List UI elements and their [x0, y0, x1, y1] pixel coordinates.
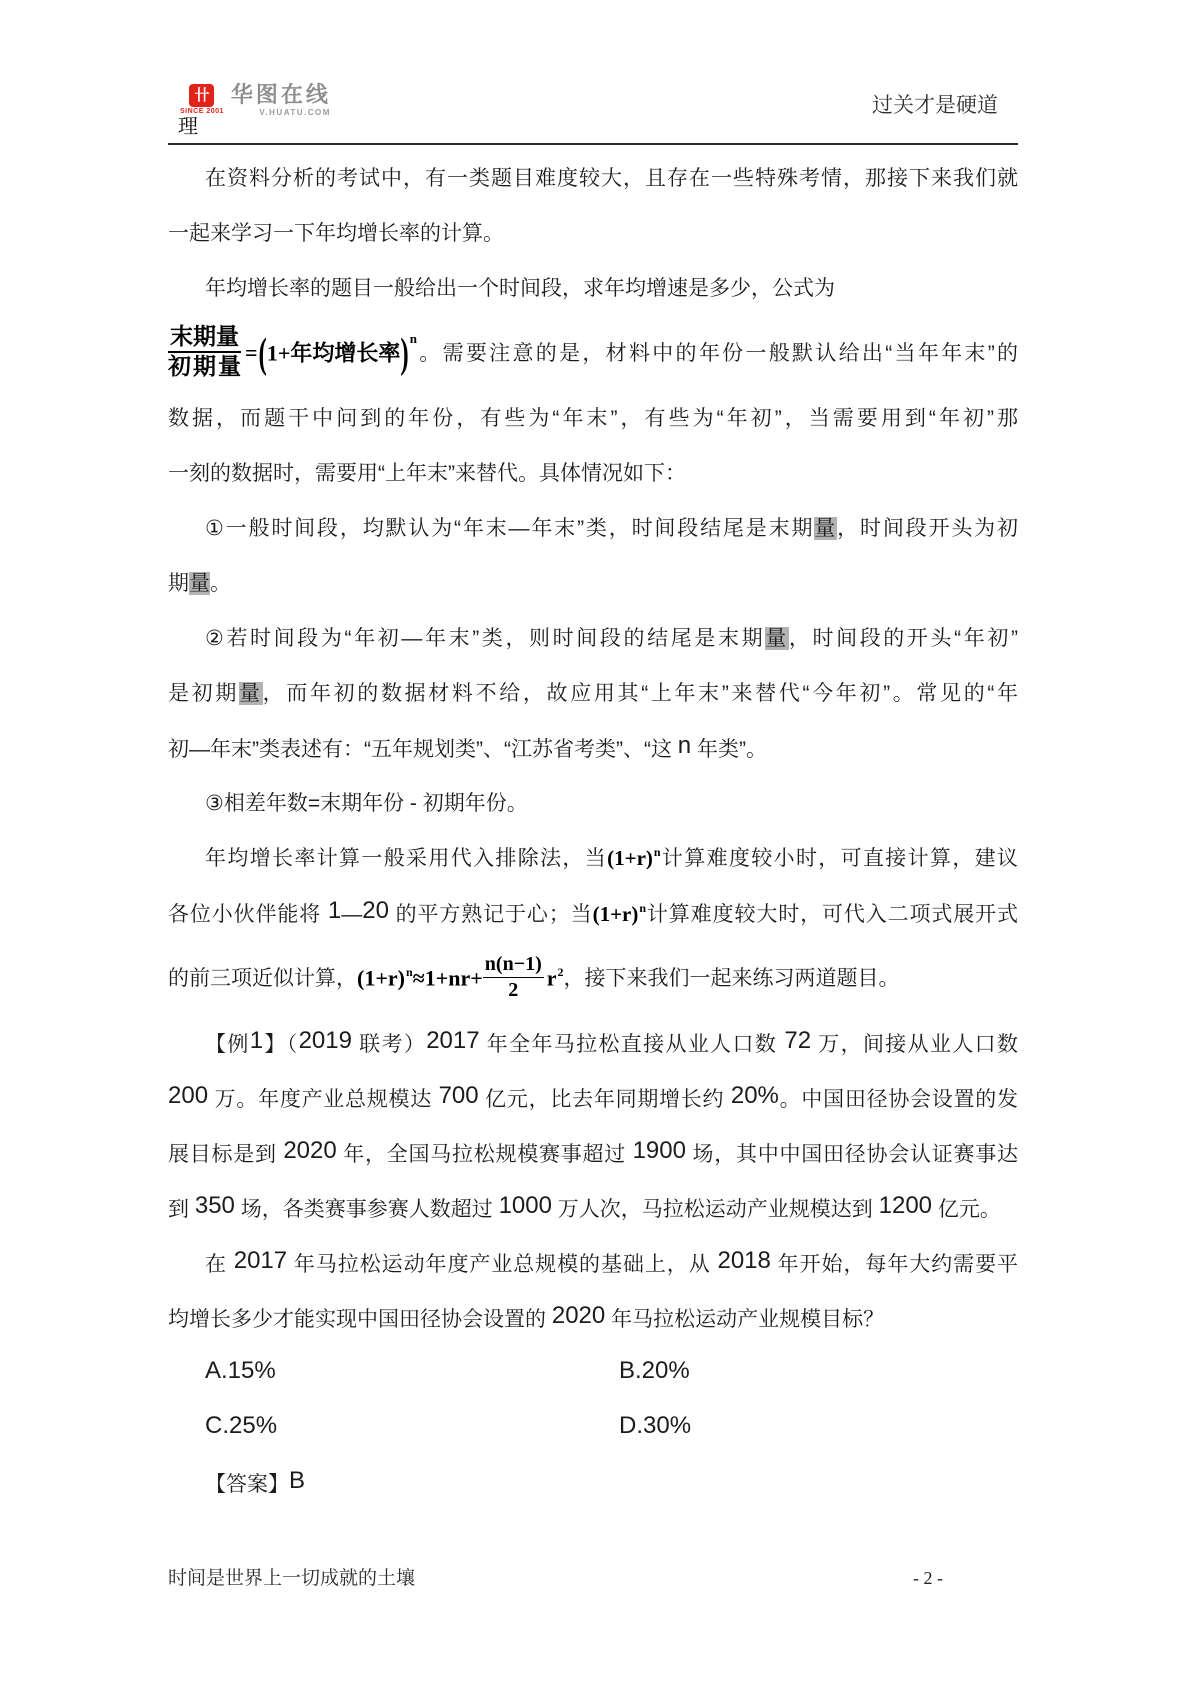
method-line — [168, 886, 1018, 941]
option-a: A.15% — [205, 1357, 276, 1384]
body-text: 200 万。年度产业总规模达 700 亿元，比去年同期增长约 20%。中国田径协会设置的发 — [168, 1082, 1019, 1111]
growth-formula-line — [168, 316, 1018, 391]
options-row — [168, 1346, 1018, 1401]
body-text: 年均增长率的题目一般给出一个时间段，求年均增速是多少，公式为 — [205, 277, 835, 300]
binomial-expansion-formula — [357, 952, 564, 1005]
right-paren: ) — [400, 331, 409, 378]
highlighted-char: 量 — [814, 517, 838, 540]
header-slogan: 过关才是硬道 — [872, 94, 998, 117]
equals-sign: = — [245, 340, 258, 365]
note-item-1-line — [168, 501, 1018, 556]
body-text: 在资料分析的考试中，有一类题目难度较大，且存在一些特殊考情，那接下来我们就 — [205, 167, 1018, 190]
option-c: C.25% — [205, 1412, 278, 1439]
question-line — [168, 1236, 1018, 1291]
formula-base: (1+r) — [592, 902, 639, 926]
huatu-logo-icon — [189, 84, 214, 107]
paragraph-line — [168, 446, 1018, 501]
answer-line — [168, 1456, 1018, 1511]
example-line — [168, 1016, 1018, 1071]
body-text: 。 — [210, 572, 231, 595]
paragraph-line — [168, 151, 1018, 206]
body-text: ，接下来我们一起来练习两道题目。 — [563, 967, 900, 990]
body-text: 到 350 场，各类赛事参赛人数超过 1000 万人次，马拉松运动产业规模达到 1200 亿元。 — [168, 1192, 1001, 1221]
brand-block — [231, 84, 331, 117]
body-text: ②若时间段为“年初—年末”类，则时间段的结尾是末期 — [205, 627, 766, 650]
body-text: 数据，而题干中问到的年份，有些为“年末”，有些为“年初”，当需要用到“年初”那 — [168, 407, 1018, 430]
body-text: 年均增长率计算一般采用代入排除法，当 — [205, 847, 608, 870]
note-item-2-line — [168, 721, 1018, 776]
document-body — [168, 151, 1018, 1511]
formula-base: (1+r) — [357, 965, 405, 990]
body-text: ，时间段开头为初 — [837, 517, 1019, 540]
paragraph-line — [168, 206, 1018, 261]
highlighted-char: 量 — [238, 682, 263, 705]
body-text: ①一般时间段，均默认为“年末—年末”类，时间段结尾是末期 — [205, 517, 815, 540]
formula-exponent: n — [409, 331, 417, 346]
logo-glyph: 卄 — [194, 87, 210, 104]
growth-rate-formula — [168, 323, 417, 384]
note-item-2-line — [168, 666, 1018, 721]
answer-text: 【答案】B — [205, 1467, 306, 1496]
formula-approx: ≈1+nr+ — [412, 965, 483, 990]
compound-rate-formula — [593, 902, 646, 927]
formula-exponent: n — [405, 965, 413, 979]
method-line — [168, 831, 1018, 886]
body-text: ③相差年数=末期年份 - 初期年份。 — [205, 792, 528, 815]
page-number: - 2 - — [913, 1568, 943, 1588]
brand-name: 华图在线 — [230, 82, 331, 107]
fraction-denominator: 2 — [508, 978, 519, 1001]
binomial-expansion-line — [168, 941, 1018, 1016]
body-text: 在 2017 年马拉松运动年度产业总规模的基础上，从 2018 年开始，每年大约需要平 — [205, 1247, 1019, 1276]
paragraph-line — [168, 391, 1018, 446]
option-b: B.20% — [619, 1357, 690, 1384]
example-line — [168, 1181, 1018, 1236]
body-text: 均增长多少才能实现中国田径协会设置的 2020 年马拉松运动产业规模目标？ — [168, 1302, 885, 1331]
logo-since-text: SINCE 2001 — [180, 108, 224, 115]
body-text: ，时间段的开头“年初” — [788, 627, 1018, 650]
option-d: D.30% — [619, 1412, 692, 1439]
formula-inner: 1+年均增长率 — [266, 340, 401, 365]
formula-base: (1+r) — [607, 846, 653, 870]
left-paren: ( — [258, 331, 267, 378]
highlighted-char: 量 — [765, 627, 789, 650]
compound-rate-formula — [607, 846, 660, 871]
body-text: 期 — [168, 572, 189, 595]
brand-url: V.HUATU.COM — [259, 108, 331, 117]
huatu-logo — [180, 84, 224, 115]
body-text: 的前三项近似计算， — [168, 967, 357, 990]
body-text: 一刻的数据时，需要用“上年末”来替代。具体情况如下： — [168, 462, 686, 485]
header-annotation: 理 — [178, 116, 198, 138]
body-text: 计算难度较大时，可代入二项式展开式 — [646, 903, 1018, 926]
page-header — [168, 0, 1018, 145]
body-text: 初—年末”类表述有：“五年规划类”、“江苏省考类”、“这 n 年类”。 — [168, 732, 767, 761]
example-line — [168, 1071, 1018, 1126]
body-text: 【例1】（2019 联考）2017 年全年马拉松直接从业人口数 72 万，间接从业人口数 — [205, 1027, 1019, 1056]
formula-exponent: n — [653, 845, 661, 859]
highlighted-char: 量 — [189, 572, 210, 595]
note-item-1-line — [168, 556, 1018, 611]
page-footer — [168, 1563, 1018, 1590]
formula-fraction — [168, 324, 241, 381]
note-item-2-line — [168, 611, 1018, 666]
formula-tail-exponent: 2 — [557, 965, 564, 979]
body-text: 展目标是到 2020 年，全国马拉松规模赛事超过 1900 场，其中中国田径协会认证赛事达 — [168, 1137, 1018, 1166]
fraction-denominator: 初期量 — [168, 354, 241, 380]
fraction-numerator: 末期量 — [168, 324, 241, 353]
body-text: 各位小伙伴能将 1—20 的平方熟记于心；当 — [168, 897, 593, 926]
body-text: ，而年初的数据材料不给，故应用其“上年末”来替代“今年初”。常见的“年 — [262, 682, 1019, 705]
example-line — [168, 1126, 1018, 1181]
fraction-numerator: n(n−1) — [483, 953, 544, 978]
formula-exponent: n — [639, 901, 647, 915]
header-row — [168, 82, 1018, 117]
body-text: 是初期 — [168, 682, 239, 705]
body-text: 一起来学习一下年均增长率的计算。 — [168, 222, 504, 245]
footer-motto: 时间是世界上一切成就的土壤 — [168, 1568, 416, 1589]
question-line — [168, 1291, 1018, 1346]
body-text: 计算难度较小时，可直接计算，建议 — [660, 847, 1019, 870]
formula-tail: r — [546, 965, 557, 990]
formula-fraction — [483, 953, 544, 1002]
note-item-3-line — [168, 776, 1018, 831]
options-row — [168, 1401, 1018, 1456]
body-text: 。需要注意的是，材料中的年份一般默认给出“当年年末”的 — [416, 342, 1018, 365]
paragraph-line — [168, 261, 1018, 316]
